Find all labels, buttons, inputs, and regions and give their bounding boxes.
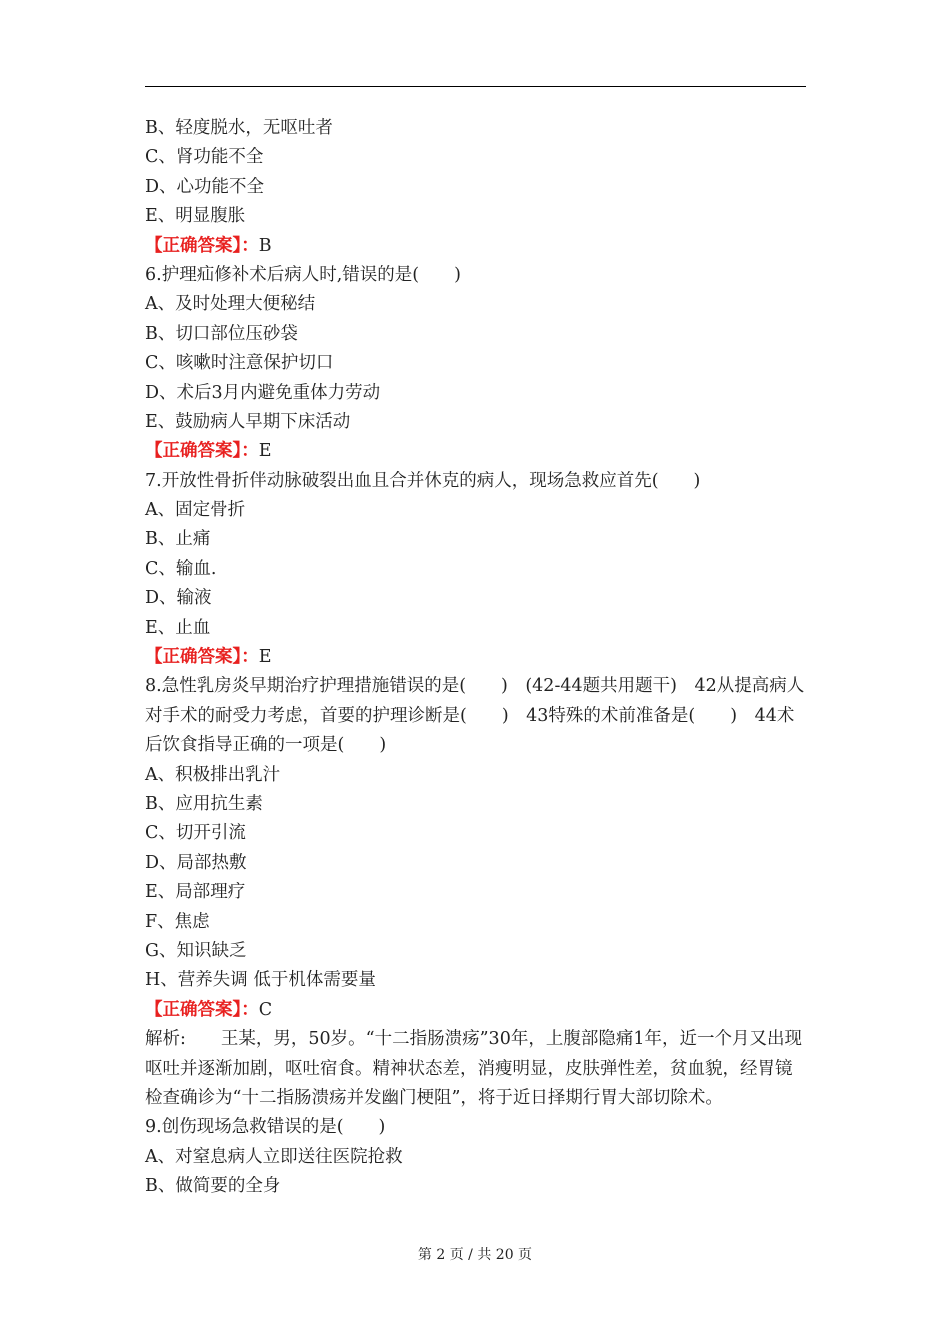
text-line: D、术后3月内避免重体力劳动 xyxy=(145,382,381,403)
text-line: E、鼓励病人早期下床活动 xyxy=(145,411,351,432)
text-line: E、局部理疗 xyxy=(145,882,246,903)
text-line: C、切开引流 xyxy=(145,823,246,844)
text-line: E、止血 xyxy=(145,617,211,638)
text-line: D、输液 xyxy=(145,588,212,609)
text-line: H、营养失调 低于机体需要量 xyxy=(145,970,376,991)
answer-line xyxy=(145,643,806,672)
answer-value: E xyxy=(258,647,272,668)
text-line: B、应用抗生素 xyxy=(145,794,263,815)
text-line: C、咳嗽时注意保护切口 xyxy=(145,353,334,374)
answer-value: B xyxy=(258,235,272,256)
text-line: E、明显腹胀 xyxy=(145,206,246,227)
text-line: 9.创伤现场急救错误的是( ) xyxy=(145,1117,386,1138)
answer-line xyxy=(145,232,806,261)
page-footer: 第 2 页 / 共 20 页 xyxy=(417,1247,533,1263)
answer-label: 【正确答案】： xyxy=(145,999,259,1020)
answer-line xyxy=(145,437,806,466)
text-line: C、肾功能不全 xyxy=(145,147,264,168)
answer-line xyxy=(145,996,806,1025)
text-line: 6.护理疝修补术后病人时,错误的是( ) xyxy=(145,264,461,285)
text-line: A、及时处理大便秘结 xyxy=(145,294,316,315)
answer-label: 【正确答案】： xyxy=(145,441,259,462)
paragraph: 8.急性乳房炎早期治疗护理措施错误的是( ) (42-44题共用题干) 42从提高病人对手术的耐受力考虑，首要的护理诊断是( ) 43特殊的术前准备是( ) 44术后饮食指导正确的一项是( ) xyxy=(145,676,805,756)
answer-label: 【正确答案】： xyxy=(145,235,259,256)
text-line: D、心功能不全 xyxy=(145,176,265,197)
text-line: A、积极排出乳汁 xyxy=(145,764,281,785)
text-line: B、轻度脱水，无呕吐者 xyxy=(145,118,333,138)
header-rule xyxy=(145,86,806,87)
answer-value: C xyxy=(258,999,273,1020)
text-line: A、对窒息病人立即送往医院抢救 xyxy=(145,1146,403,1167)
text-line: B、切口部位压砂袋 xyxy=(145,323,298,344)
text-line: F、焦虑 xyxy=(145,911,210,932)
answer-label: 【正确答案】： xyxy=(145,647,259,668)
text-line: A、固定骨折 xyxy=(145,500,246,521)
text-line: 7.开放性骨折伴动脉破裂出血且合并休克的病人，现场急救应首先( ) xyxy=(145,470,701,491)
paragraph: 解析: 王某，男，50岁。“十二指肠溃疡”30年，上腹部隐痛1年，近一个月又出现呕吐并逐渐加剧，呕吐宿食。精神状态差，消瘦明显，皮肤弹性差，贫血貌，经胃镜检查确诊为“十二指肠溃疡并发幽门梗阻”，将于近日择期行胃大部切除术。 xyxy=(145,1029,802,1108)
text-line: B、止痛 xyxy=(145,529,211,550)
text-line: B、做简要的全身 xyxy=(145,1176,281,1197)
answer-value: E xyxy=(258,441,272,462)
text-line: C、输血. xyxy=(145,558,217,579)
text-line: D、局部热敷 xyxy=(145,852,247,873)
text-line: G、知识缺乏 xyxy=(145,940,247,961)
document-body xyxy=(145,114,806,1202)
